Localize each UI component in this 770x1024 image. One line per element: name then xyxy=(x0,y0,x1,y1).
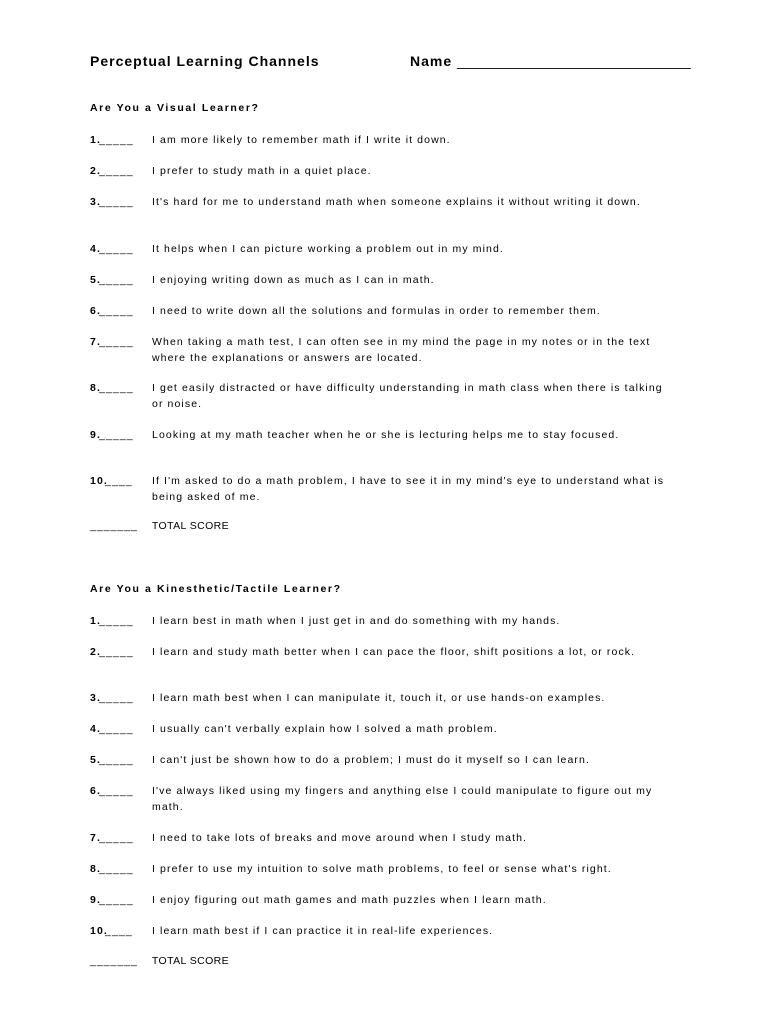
answer-blank: _____ xyxy=(99,785,134,797)
question-number: 10. xyxy=(90,475,108,487)
question-text: I need to write down all the solutions and formulas in order to remember them. xyxy=(152,305,601,317)
question-number: 2. xyxy=(90,165,101,177)
question-text: I prefer to study math in a quiet place. xyxy=(152,165,372,177)
question-text: I've always liked using my fingers and anything else I could manipulate to figure out my math. xyxy=(152,785,653,813)
question-text: I can't just be shown how to do a problem; I must do it myself so I can learn. xyxy=(152,754,590,766)
question-number: 10. xyxy=(90,925,108,937)
question-number: 1. xyxy=(90,134,101,146)
answer-blank: _____ xyxy=(99,429,134,441)
total-score-label: TOTAL SCORE xyxy=(151,955,230,967)
question-number: 6. xyxy=(90,305,101,317)
answer-blank: _____ xyxy=(99,832,134,844)
section-heading-visual: Are You a Visual Learner? xyxy=(90,102,260,114)
question-number: 2. xyxy=(90,646,101,658)
answer-blank: ____ xyxy=(105,925,133,937)
question-number: 3. xyxy=(90,196,101,208)
question-number: 4. xyxy=(90,723,101,735)
name-blank-line: ______________________________ xyxy=(457,53,691,69)
answer-blank: _____ xyxy=(99,894,134,906)
question-text: I need to take lots of breaks and move around when I study math. xyxy=(152,832,528,844)
answer-blank: _____ xyxy=(99,723,134,735)
answer-blank: _____ xyxy=(99,692,134,704)
name-field xyxy=(410,53,691,69)
question-number: 5. xyxy=(90,274,101,286)
total-score-label: TOTAL SCORE xyxy=(151,520,230,532)
question-text: I enjoying writing down as much as I can in math. xyxy=(152,274,435,286)
question-number: 9. xyxy=(90,429,101,441)
question-number: 3. xyxy=(90,692,101,704)
question-text: I learn and study math better when I can pace the floor, shift positions a lot, or rock. xyxy=(152,646,636,658)
answer-blank: _____ xyxy=(99,134,134,146)
question-text: I get easily distracted or have difficulty understanding in math class when there is talking or noise. xyxy=(152,382,663,410)
question-text: I learn math best if I can practice it in real-life experiences. xyxy=(152,925,494,937)
question-number: 9. xyxy=(90,894,101,906)
question-text: I enjoy figuring out math games and math puzzles when I learn math. xyxy=(152,894,547,906)
answer-blank: _____ xyxy=(99,274,134,286)
answer-blank: ____ xyxy=(105,475,133,487)
question-text: I learn best in math when I just get in and do something with my hands. xyxy=(152,615,561,627)
question-number: 8. xyxy=(90,382,101,394)
question-number: 7. xyxy=(90,336,101,348)
question-text: I learn math best when I can manipulate it, touch it, or use hands-on examples. xyxy=(152,692,606,704)
total-score-blank: _______ xyxy=(90,520,138,532)
section-heading-kinesthetic: Are You a Kinesthetic/Tactile Learner? xyxy=(90,583,342,595)
worksheet-header xyxy=(90,53,720,73)
question-text: It helps when I can picture working a problem out in my mind. xyxy=(152,243,504,255)
question-number: 8. xyxy=(90,863,101,875)
question-text: When taking a math test, I can often see in my mind the page in my notes or in the text where the explanations or answers are located. xyxy=(152,336,651,364)
question-number: 6. xyxy=(90,785,101,797)
answer-blank: _____ xyxy=(99,243,134,255)
total-score-blank: _______ xyxy=(90,955,138,967)
answer-blank: _____ xyxy=(99,615,134,627)
answer-blank: _____ xyxy=(99,646,134,658)
answer-blank: _____ xyxy=(99,305,134,317)
answer-blank: _____ xyxy=(99,754,134,766)
answer-blank: _____ xyxy=(99,196,134,208)
question-text: I prefer to use my intuition to solve math problems, to feel or sense what's right. xyxy=(152,863,612,875)
question-text: I am more likely to remember math if I write it down. xyxy=(152,134,451,146)
question-number: 1. xyxy=(90,615,101,627)
question-number: 7. xyxy=(90,832,101,844)
question-text: I usually can't verbally explain how I solved a math problem. xyxy=(152,723,498,735)
question-number: 4. xyxy=(90,243,101,255)
total-score-visual xyxy=(90,520,229,532)
name-label: Name xyxy=(410,53,453,69)
answer-blank: _____ xyxy=(99,863,134,875)
page-title: Perceptual Learning Channels xyxy=(90,53,320,69)
total-score-kinesthetic xyxy=(90,955,229,967)
answer-blank: _____ xyxy=(99,336,134,348)
question-number: 5. xyxy=(90,754,101,766)
question-text: It's hard for me to understand math when someone explains it without writing it down. xyxy=(152,196,641,208)
answer-blank: _____ xyxy=(99,165,134,177)
answer-blank: _____ xyxy=(99,382,134,394)
question-text: If I'm asked to do a math problem, I have to see it in my mind's eye to understand what is being asked of me. xyxy=(152,475,665,503)
question-text: Looking at my math teacher when he or she is lecturing helps me to stay focused. xyxy=(152,429,620,441)
